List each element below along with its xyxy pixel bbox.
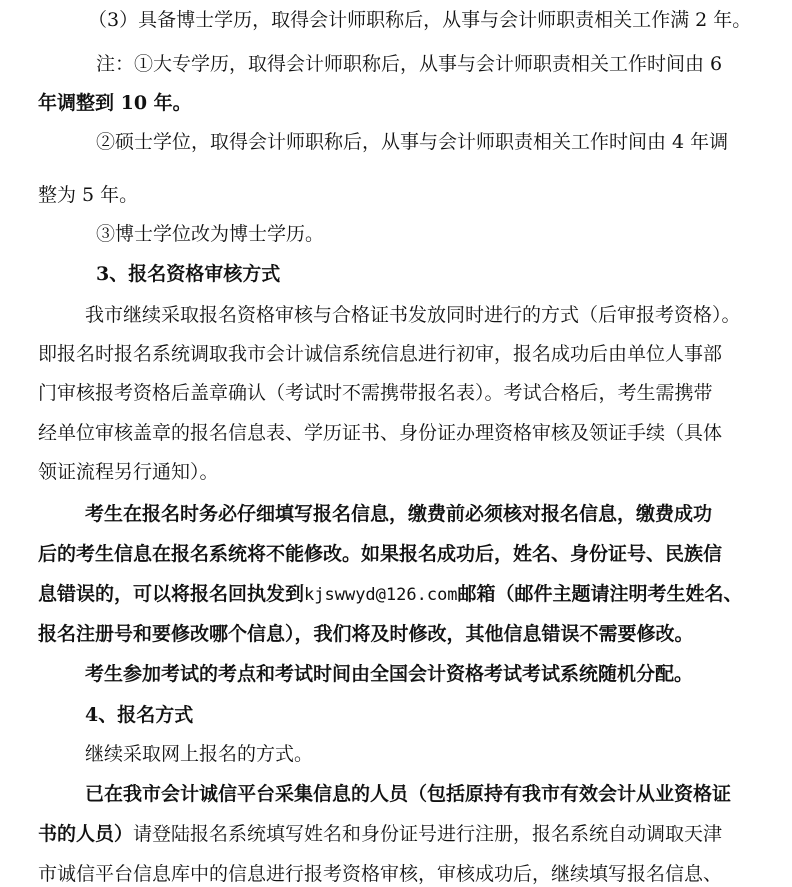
note-line-2-continued: 整为 5 年。 bbox=[38, 184, 139, 206]
notice-line-3-prefix: 息错误的，可以将报名回执发到 bbox=[38, 583, 305, 605]
notice-line-3 bbox=[38, 582, 743, 607]
notice-line-1: 考生在报名时务必仔细填写报名信息，缴费前必须核对报名信息，缴费成功 bbox=[85, 503, 713, 525]
registration-line-3: 市诚信平台信息库中的信息进行报考资格审核，审核成功后，继续填写报名信息、 bbox=[38, 863, 723, 885]
body-line-1: 我市继续采取报名资格审核与合格证书发放同时进行的方式（后审报考资格）。 bbox=[85, 304, 741, 326]
paragraph-line-1: （3）具备博士学历，取得会计师职称后，从事与会计师职责相关工作满 2 年。 bbox=[88, 9, 752, 31]
note-line-1: 注：①大专学历，取得会计师职称后，从事与会计师职责相关工作时间由 6 bbox=[96, 53, 723, 75]
body-line-3: 门审核报考资格后盖章确认（考试时不需携带报名表）。考试合格后，考生需携带 bbox=[38, 382, 713, 404]
registration-line-2 bbox=[38, 822, 722, 846]
method-line: 继续采取网上报名的方式。 bbox=[85, 743, 314, 765]
registration-line-2-bold: 书的人员） bbox=[38, 823, 134, 845]
section-heading-3: 3、报名资格审核方式 bbox=[96, 263, 281, 285]
notice-line-2: 后的考生信息在报名系统将不能修改。如果报名成功后，姓名、身份证号、民族信 bbox=[38, 543, 723, 565]
body-line-4: 经单位审核盖章的报名信息表、学历证书、身份证办理资格审核及领证手续（具体 bbox=[38, 422, 723, 444]
registration-line-2-rest: 请登陆报名系统填写姓名和身份证号进行注册，报名系统自动调取天津 bbox=[133, 823, 723, 845]
body-line-2: 即报名时报名系统调取我市会计诚信系统信息进行初审，报名成功后由单位人事部 bbox=[38, 343, 723, 365]
exam-allocation-line: 考生参加考试的考点和考试时间由全国会计资格考试考试系统随机分配。 bbox=[85, 663, 694, 685]
note-line-3: ③博士学位改为博士学历。 bbox=[96, 223, 325, 245]
email-address: kjswwyd@126.com bbox=[304, 585, 458, 605]
section-heading-4: 4、报名方式 bbox=[85, 704, 194, 726]
note-line-1-continued: 年调整到 10 年。 bbox=[38, 92, 192, 114]
notice-line-4: 报名注册号和要修改哪个信息），我们将及时修改，其他信息错误不需要修改。 bbox=[38, 623, 694, 645]
note-line-2: ②硕士学位，取得会计师职称后，从事与会计师职责相关工作时间由 4 年调 bbox=[96, 131, 729, 153]
registration-line-1: 已在我市会计诚信平台采集信息的人员（包括原持有我市有效会计从业资格证 bbox=[85, 783, 732, 805]
notice-line-3-suffix: 邮箱（邮件主题请注明考生姓名、 bbox=[457, 583, 743, 605]
body-line-5: 领证流程另行通知）。 bbox=[38, 461, 219, 483]
